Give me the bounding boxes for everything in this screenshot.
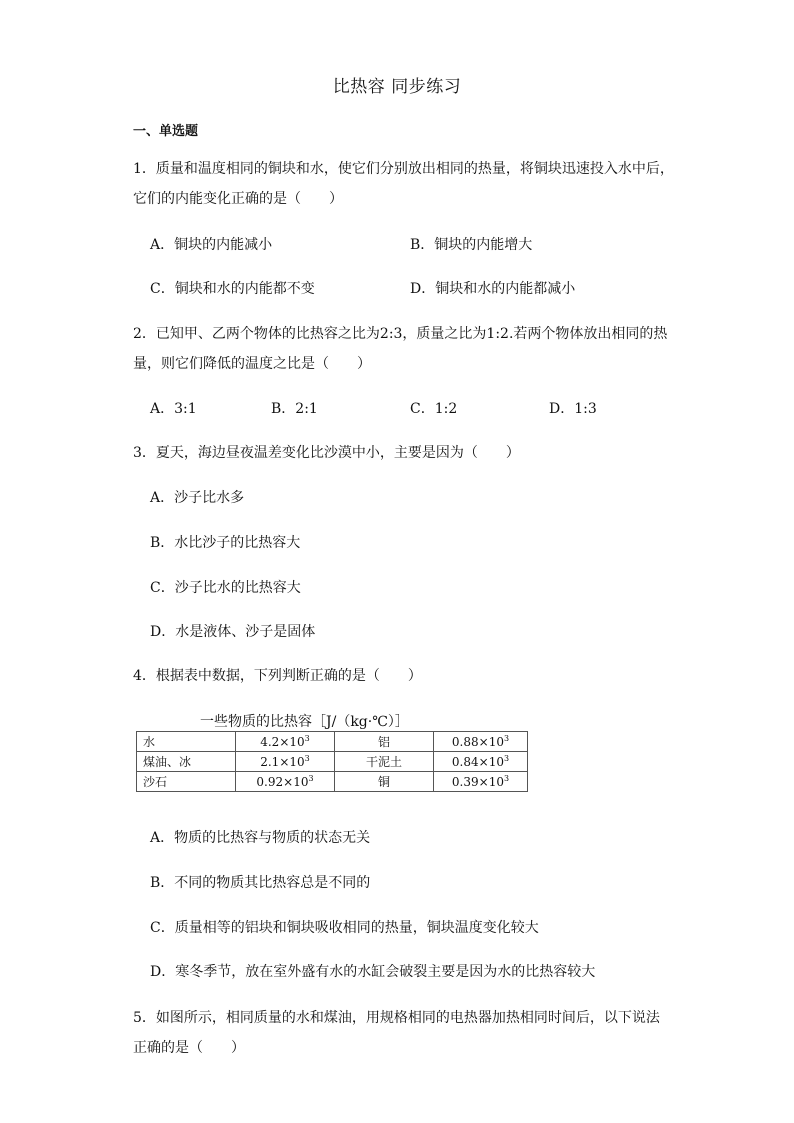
- q4-option-d: D．寒冬季节，放在室外盛有水的水缸会破裂主要是因为水的比热容较大: [150, 964, 596, 980]
- q3-option-a: A．沙子比水多: [150, 490, 245, 506]
- q5-stem-line1: 5．如图所示，相同质量的水和煤油，用规格相同的电热器加热相同时间后，以下说法: [133, 1010, 660, 1026]
- q3-option-b: B．水比沙子的比热容大: [150, 535, 301, 551]
- table-cell: $0.88\times 10^3$: [434, 732, 528, 752]
- table-cell: 铝: [335, 732, 434, 752]
- q2-option-b: B．2:1: [271, 401, 318, 417]
- table-cell: $0.84\times 10^3$: [434, 752, 528, 772]
- table-cell: $0.92\times 10^3$: [236, 772, 335, 792]
- q1-option-b: B．铜块的内能增大: [410, 237, 533, 253]
- q1-option-a: A．铜块的内能减小: [150, 237, 273, 253]
- q4-stem-line1: 4．根据表中数据，下列判断正确的是（ ）: [133, 668, 422, 684]
- table-row: [137, 752, 528, 772]
- q2-option-d: D．1:3: [549, 401, 597, 417]
- q3-option-d: D．水是液体、沙子是固体: [150, 624, 316, 640]
- q2-stem-line1: 2．已知甲、乙两个物体的比热容之比为2:3，质量之比为1:2.若两个物体放出相同的热: [133, 326, 668, 342]
- q1-option-c: C．铜块和水的内能都不变: [150, 281, 315, 297]
- table-cell: $0.39\times 10^3$: [434, 772, 528, 792]
- q1-stem-line2: 它们的内能变化正确的是（ ）: [133, 191, 343, 207]
- table-caption: 一些物质的比热容［J/（kg·℃）］: [200, 714, 409, 730]
- table-cell: 沙石: [137, 772, 236, 792]
- table-row: [137, 732, 528, 752]
- q1-option-d: D．铜块和水的内能都减小: [410, 281, 576, 297]
- section-heading: 一、单选题: [133, 124, 199, 139]
- q2-option-a: A．3:1: [150, 401, 197, 417]
- table-cell: 干泥土: [335, 752, 434, 772]
- table-row: [137, 772, 528, 792]
- q3-stem-line1: 3．夏天，海边昼夜温差变化比沙漠中小，主要是因为（ ）: [133, 445, 520, 461]
- q3-option-c: C．沙子比水的比热容大: [150, 580, 301, 596]
- q4-option-b: B．不同的物质其比热容总是不同的: [150, 875, 371, 891]
- specific-heat-table: [136, 731, 528, 792]
- page-title: 比热容 同步练习: [332, 77, 462, 97]
- table-cell: 铜: [335, 772, 434, 792]
- q1-stem-line1: 1．质量和温度相同的铜块和水，使它们分别放出相同的热量，将铜块迅速投入水中后，: [133, 161, 674, 177]
- table-cell: 煤油、冰: [137, 752, 236, 772]
- q4-option-c: C．质量相等的铝块和铜块吸收相同的热量，铜块温度变化较大: [150, 920, 539, 936]
- table-cell: 水: [137, 732, 236, 752]
- q5-stem-line2: 正确的是（ ）: [133, 1040, 245, 1056]
- q2-option-c: C．1:2: [410, 401, 458, 417]
- table-cell: $2.1\times 10^3$: [236, 752, 335, 772]
- q2-stem-line2: 量，则它们降低的温度之比是（ ）: [133, 356, 371, 372]
- table-cell: $4.2\times 10^3$: [236, 732, 335, 752]
- q4-option-a: A．物质的比热容与物质的状态无关: [150, 830, 371, 846]
